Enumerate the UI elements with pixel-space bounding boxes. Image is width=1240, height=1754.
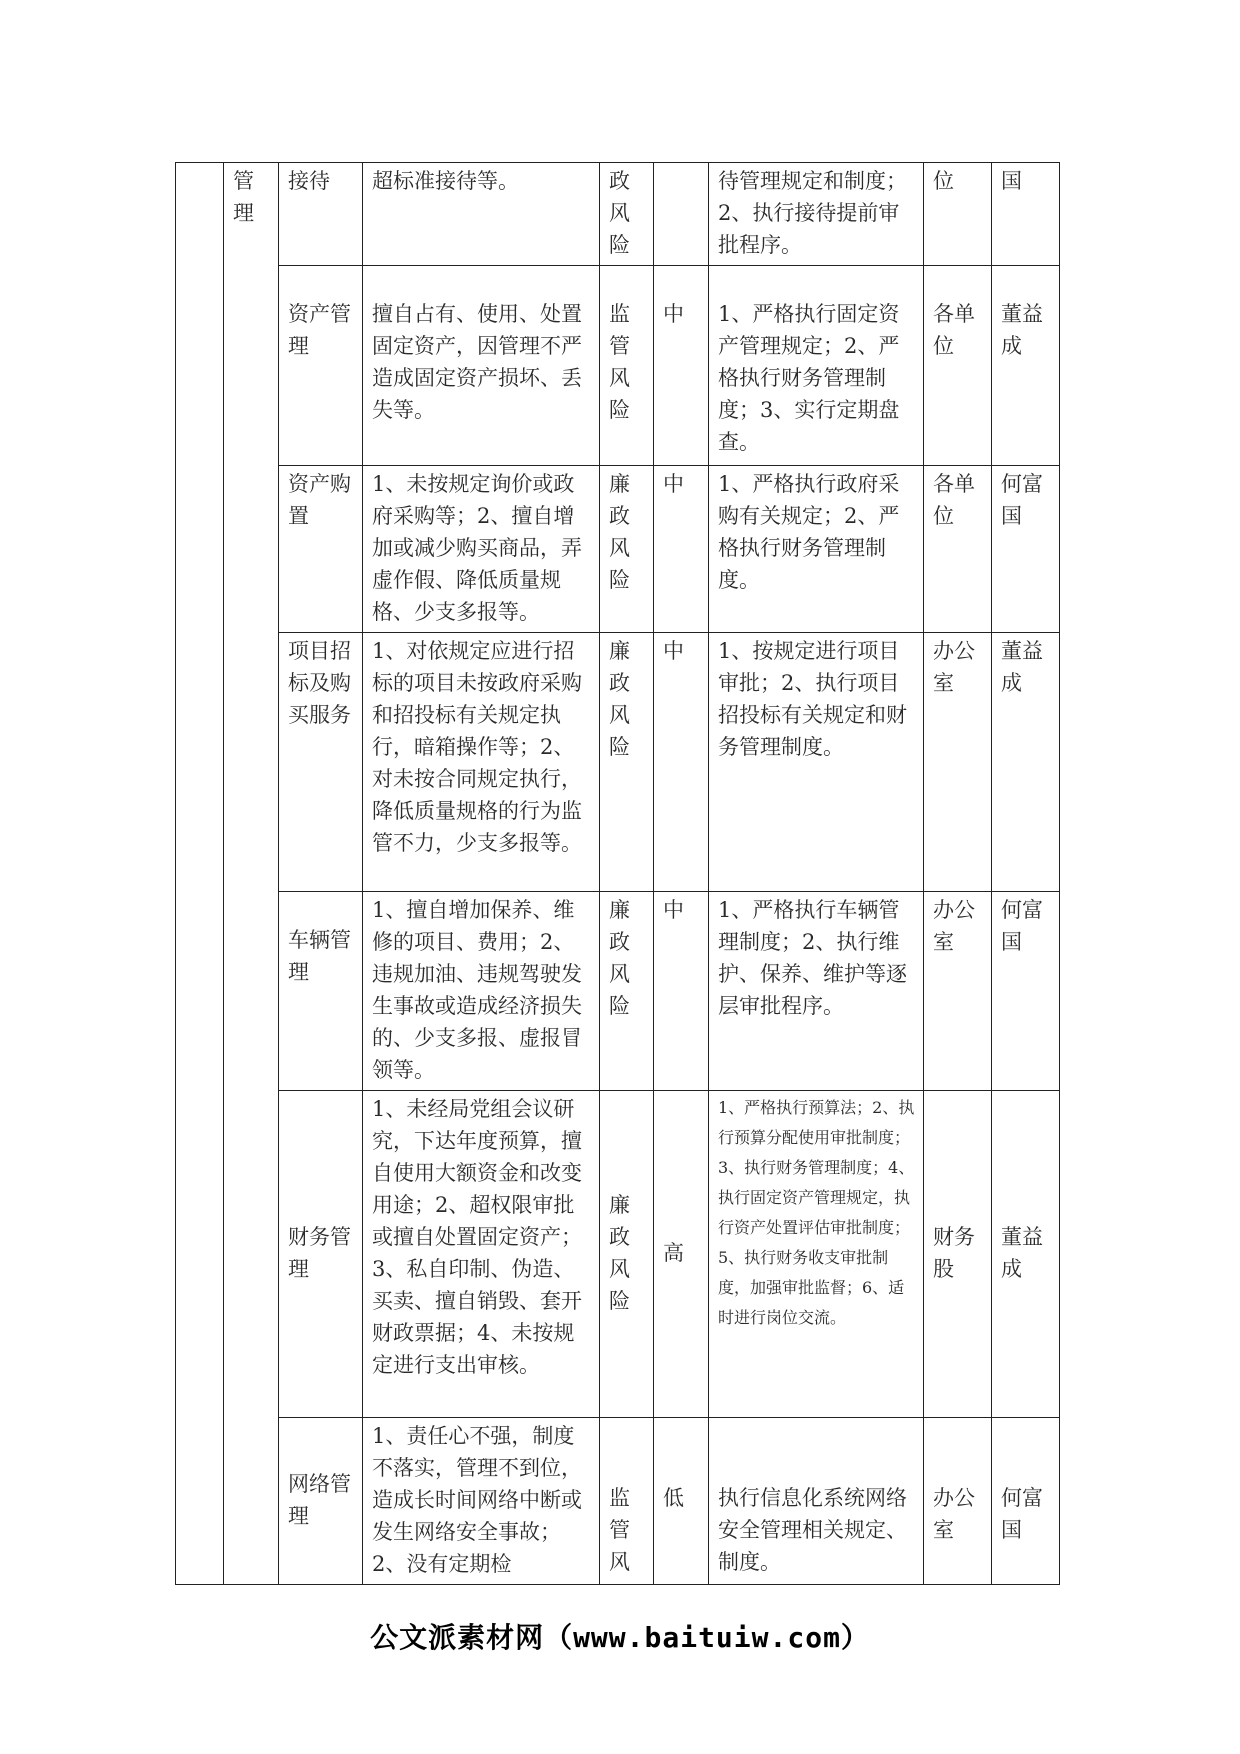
level-cell: 中 [654, 266, 709, 466]
risk-point-cell: 擅自占有、使用、处置固定资产，因管理不严造成固定资产损坏、丢失等。 [363, 266, 600, 466]
category-cell: 管理 [224, 163, 279, 1585]
table-row [176, 1091, 1060, 1418]
measures-cell: 待管理规定和制度；2、执行接待提前审批程序。 [709, 163, 924, 266]
measures-cell: 1、严格执行预算法；2、执行预算分配使用审批制度；3、执行财务管理制度；4、执行固定资产管理规定，执行资产处置评估审批制度；5、执行财务收支审批制度，加强审批监督；6、适时进行岗位交流。 [709, 1091, 924, 1418]
risk-point-cell: 超标准接待等。 [363, 163, 600, 266]
risk-type-cell: 监管风险 [600, 266, 654, 466]
dept-cell: 办公室 [924, 892, 992, 1091]
person-cell: 何富国 [992, 466, 1060, 633]
item-cell: 财务管理 [279, 1091, 363, 1418]
risk-point-cell: 1、责任心不强，制度不落实，管理不到位，造成长时间网络中断或发生网络安全事故；2、没有定期检 [363, 1418, 600, 1585]
table-row [176, 466, 1060, 633]
person-cell: 国 [992, 163, 1060, 266]
risk-type-cell: 廉政风险 [600, 466, 654, 633]
dept-cell: 位 [924, 163, 992, 266]
risk-type-cell: 政风险 [600, 163, 654, 266]
table-row [176, 163, 1060, 266]
item-cell: 接待 [279, 163, 363, 266]
measures-cell: 1、严格执行固定资产管理规定；2、严格执行财务管理制度；3、实行定期盘查。 [709, 266, 924, 466]
item-cell: 车辆管理 [279, 892, 363, 1091]
item-cell: 资产购置 [279, 466, 363, 633]
item-cell: 网络管理 [279, 1418, 363, 1585]
person-cell: 董益成 [992, 266, 1060, 466]
footer-site-name: 公文派素材网（www.baituiw.com） [370, 1621, 870, 1654]
measures-cell: 1、严格执行车辆管理制度；2、执行维护、保养、维护等逐层审批程序。 [709, 892, 924, 1091]
risk-type-cell: 廉政风险 [600, 892, 654, 1091]
dept-cell: 办公室 [924, 633, 992, 892]
person-cell: 董益成 [992, 633, 1060, 892]
risk-control-table [175, 162, 1060, 1585]
dept-cell: 各单位 [924, 266, 992, 466]
dept-cell: 财务股 [924, 1091, 992, 1418]
level-cell: 低 [654, 1418, 709, 1585]
table-row [176, 1418, 1060, 1585]
risk-point-cell: 1、未按规定询价或政府采购等；2、擅自增加或减少购买商品，弄虚作假、降低质量规格、少支多报等。 [363, 466, 600, 633]
person-cell: 董益成 [992, 1091, 1060, 1418]
measures-cell: 1、按规定进行项目审批；2、执行项目招投标有关规定和财务管理制度。 [709, 633, 924, 892]
item-cell: 资产管理 [279, 266, 363, 466]
dept-cell: 办公室 [924, 1418, 992, 1585]
risk-type-cell: 廉政风险 [600, 633, 654, 892]
level-cell [654, 163, 709, 266]
item-cell: 项目招标及购买服务 [279, 633, 363, 892]
level-cell: 高 [654, 1091, 709, 1418]
person-cell: 何富国 [992, 892, 1060, 1091]
risk-type-cell: 监管风 [600, 1418, 654, 1585]
table-row [176, 266, 1060, 466]
risk-point-cell: 1、未经局党组会议研究，下达年度预算，擅自使用大额资金和改变用途；2、超权限审批或擅自处置固定资产；3、私自印制、伪造、买卖、擅自销毁、套开财政票据；4、未按规定进行支出审核。 [363, 1091, 600, 1418]
level-cell: 中 [654, 633, 709, 892]
blank-cell [176, 163, 224, 1585]
risk-type-cell: 廉政风险 [600, 1091, 654, 1418]
risk-point-cell: 1、擅自增加保养、维修的项目、费用；2、违规加油、违规驾驶发生事故或造成经济损失的、少支多报、虚报冒领等。 [363, 892, 600, 1091]
measures-cell: 1、严格执行政府采购有关规定；2、严格执行财务管理制度。 [709, 466, 924, 633]
risk-point-cell: 1、对依规定应进行招标的项目未按政府采购和招投标有关规定执行，暗箱操作等；2、对未按合同规定执行，降低质量规格的行为监管不力，少支多报等。 [363, 633, 600, 892]
level-cell: 中 [654, 466, 709, 633]
person-cell: 何富国 [992, 1418, 1060, 1585]
table-row [176, 633, 1060, 892]
table-row [176, 892, 1060, 1091]
dept-cell: 各单位 [924, 466, 992, 633]
level-cell: 中 [654, 892, 709, 1091]
measures-cell: 执行信息化系统网络安全管理相关规定、制度。 [709, 1418, 924, 1585]
